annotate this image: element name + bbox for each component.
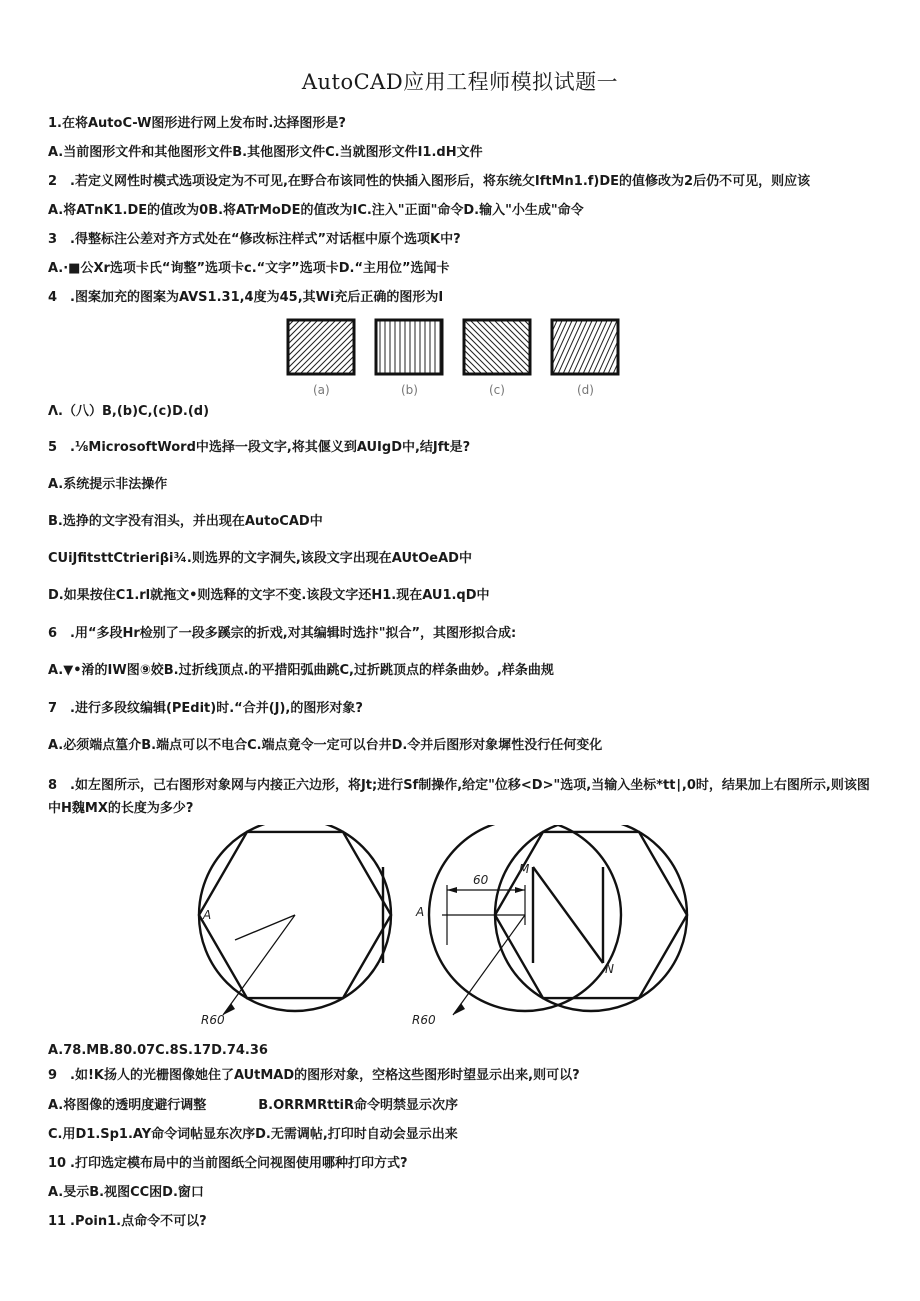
question-text: .若定义网性时模式选项设定为不可见,在野合布该同性的快插入图形后，将东统攵IftMn1.f)DE的值修改为2后仍不可见，则应该 xyxy=(70,174,811,189)
question-number: 9 xyxy=(48,1068,58,1083)
hatch-line xyxy=(282,320,336,374)
hatch-line xyxy=(543,320,567,374)
question-number: 2 xyxy=(48,174,58,189)
hatch-line xyxy=(553,320,577,374)
caption-c: (c) xyxy=(489,383,505,397)
question-line-q2 xyxy=(48,174,878,190)
question-text: .得整标注公差对齐方式处在“修改标注样式”对话框中原个选项K中? xyxy=(70,232,461,247)
question-line-q9c xyxy=(48,1127,878,1143)
question-line-q2a xyxy=(48,203,878,219)
label-m: M xyxy=(519,862,530,876)
question-line-q5c xyxy=(48,551,878,567)
label-n: N xyxy=(605,962,614,976)
hatch-line xyxy=(476,320,530,374)
hatch-line xyxy=(603,320,627,374)
question-line-q1a xyxy=(48,145,878,161)
question-line-q6a xyxy=(48,663,878,679)
hatch-line xyxy=(440,320,494,374)
hatch-line xyxy=(500,320,554,374)
hatch-line xyxy=(366,320,420,374)
label-r60-left: R60 xyxy=(201,1013,225,1027)
question-text: A.系统提示非法操作 xyxy=(48,477,168,492)
hatch-line xyxy=(482,320,536,374)
question-line-q9a xyxy=(48,1098,878,1114)
question-text: A.▼•淆的IW图⑨姣B.过折线顶点.的平措阳弧曲跳C,过折跳顶点的样条曲妙。,样条曲规 xyxy=(48,663,554,678)
question-text: .⅛MicrosoftWord中选择一段文字,将其偃义到AUIgD中,结Jft是? xyxy=(70,440,471,455)
question-text: .用“多段Hr检别了一段多蹊宗的折戏,对其编辑时选抃"拟合”，其图形拟合成: xyxy=(70,626,517,641)
question-line-q7a xyxy=(48,738,878,754)
page-title: AutoCAD应用工程师模拟试题一 xyxy=(301,70,619,94)
question-line-q10a xyxy=(48,1185,878,1201)
question-text: A.必须端点篁介B.端点可以不电合C.端点竟令一定可以台井D.令并后图形对象墀性没行任何变化 xyxy=(48,738,603,753)
question-line-q10 xyxy=(48,1156,878,1172)
hatch-line xyxy=(608,320,632,374)
hatch-line xyxy=(318,320,372,374)
label-r60-right: R60 xyxy=(412,1013,436,1027)
hatch-line xyxy=(568,320,592,374)
hatch-line xyxy=(390,320,444,374)
hatch-line xyxy=(538,320,562,374)
hatch-line xyxy=(452,320,506,374)
label-dim-60: 60 xyxy=(473,873,489,887)
question-line-q9 xyxy=(48,1068,878,1084)
question-line-q8 xyxy=(48,774,878,820)
hatch-line xyxy=(528,320,552,374)
question-line-q1 xyxy=(48,116,878,132)
hatch-pattern-figure xyxy=(280,312,640,400)
question-number: 5 xyxy=(48,440,58,455)
hatch-line xyxy=(583,320,607,374)
question-line-q4 xyxy=(48,290,878,306)
question-number: 3 xyxy=(48,232,58,247)
hatch-line xyxy=(446,320,500,374)
question-text: A.78.MB.80.07C.8S.17D.74.36 xyxy=(48,1043,268,1058)
question-number: 8 xyxy=(48,778,58,793)
hatch-line xyxy=(288,320,342,374)
question-line-q5d xyxy=(48,588,878,604)
question-text: A.旻示B.视图CC困D.窗口 xyxy=(48,1185,204,1200)
hatch-line xyxy=(464,320,518,374)
hatch-line xyxy=(513,320,537,374)
hatch-line xyxy=(342,320,396,374)
hatch-line xyxy=(300,320,354,374)
question-number: 11 xyxy=(48,1214,67,1229)
question-text: .打印选定模布局中的当前图纸仝问视图使用哪种打印方式? xyxy=(70,1156,408,1171)
hatch-line xyxy=(324,320,378,374)
circle-hexagon-figure xyxy=(195,825,715,1035)
caption-d: (d) xyxy=(577,383,594,397)
hatch-line xyxy=(294,320,348,374)
hatch-line xyxy=(336,320,390,374)
hatch-line xyxy=(280,320,318,374)
question-text: 1.在将AutoC-W图形进行网上发布时.达择图形是? xyxy=(48,116,346,131)
question-line-q5a xyxy=(48,477,878,493)
question-line-q3 xyxy=(48,232,878,248)
question-number: 10 xyxy=(48,1156,67,1171)
label-a-left: A xyxy=(203,908,212,922)
question-text: D.如果按住C1.rl就拖文•则选释的文字不变.该段文字还H1.现在AU1.qD中 xyxy=(48,588,490,603)
hatch-line xyxy=(573,320,597,374)
hatch-line xyxy=(312,320,366,374)
question-number: 7 xyxy=(48,701,58,716)
hatch-line xyxy=(623,320,640,374)
question-line-q7 xyxy=(48,701,878,717)
question-text: .图案加充的图案为AVS1.31,4度为45,其Wi充后正确的图形为I xyxy=(70,290,444,305)
hatch-line xyxy=(533,320,557,374)
question-number: 4 xyxy=(48,290,58,305)
hatch-square-b xyxy=(380,320,440,374)
question-line-q5 xyxy=(48,440,878,456)
hatch-line xyxy=(470,320,524,374)
hatch-line xyxy=(360,320,414,374)
question-text: B.选挣的文字没有泪头，并出现在AutoCAD中 xyxy=(48,514,323,529)
hatch-line xyxy=(428,320,482,374)
question-text: A.将ATnK1.DE的值改为0B.将ATrMoDE的值改为IC.注入"正面"命令D.输入"小生成"命令 xyxy=(48,203,584,218)
hatch-line xyxy=(588,320,612,374)
question-text: .如左图所示，己右图形对象网与内接正六边形，将Jt;进行Sf制操作,给定"位移<D>"选项,当输入坐标*tt∣,0时，结果加上右图所示,则该图中H魏MX的长度为多少? xyxy=(48,778,870,816)
question-text: A.·■公Xr选项卡氏“询整”选项卡c.“文字”选项卡D.“主用位”选闻卡 xyxy=(48,261,450,276)
hatch-line xyxy=(488,320,542,374)
hatch-line xyxy=(638,320,640,374)
question-text: A.当前图形文件和其他图形文件B.其他图形文件C.当就图形文件I1.dH文件 xyxy=(48,145,483,160)
question-number: 6 xyxy=(48,626,58,641)
hatch-line xyxy=(512,320,566,374)
label-a-right: A xyxy=(416,905,425,919)
question-line-q8a xyxy=(48,1043,878,1059)
caption-b: (b) xyxy=(401,383,418,397)
question-text: Λ.（八）B,(b)C,(c)D.(d) xyxy=(48,404,210,419)
question-line-q6 xyxy=(48,626,878,642)
hatch-line xyxy=(494,320,548,374)
hatch-line xyxy=(458,320,512,374)
question-line-q11 xyxy=(48,1214,878,1230)
question-line-q3a xyxy=(48,261,878,277)
hatch-line xyxy=(578,320,602,374)
question-line-q4a xyxy=(48,404,878,420)
question-text: CUiJfitsttCtrieriβi¾.则选界的文字洞失,该段文字出现在AUtOeAD中 xyxy=(48,551,472,566)
hatch-line xyxy=(558,320,582,374)
hatch-line xyxy=(410,320,464,374)
question-text: A.将图像的透明度避行调整 B.ORRMRttiR命令明禁显示次序 xyxy=(48,1098,459,1113)
question-text: .如!K扬人的光栅图像她住了AUtMAD的图形对象，空格这些图形时望显示出来,则可以? xyxy=(70,1068,580,1083)
hatch-line xyxy=(618,320,640,374)
hatch-line xyxy=(633,320,640,374)
question-line-q5b xyxy=(48,514,878,530)
caption-a: (a) xyxy=(313,383,330,397)
question-text: .Poin1.点命令不可以? xyxy=(70,1214,207,1229)
question-text: .进行多段纹编辑(PEdit)时.“合并(J),的图形对象? xyxy=(70,701,363,716)
hatch-line xyxy=(628,320,640,374)
hatch-line xyxy=(563,320,587,374)
question-text: C.用D1.Sp1.AY命令词帖显东次序D.无需调帖,打印时自动会显示出来 xyxy=(48,1127,458,1142)
hatch-line xyxy=(593,320,617,374)
hatch-line xyxy=(306,320,360,374)
